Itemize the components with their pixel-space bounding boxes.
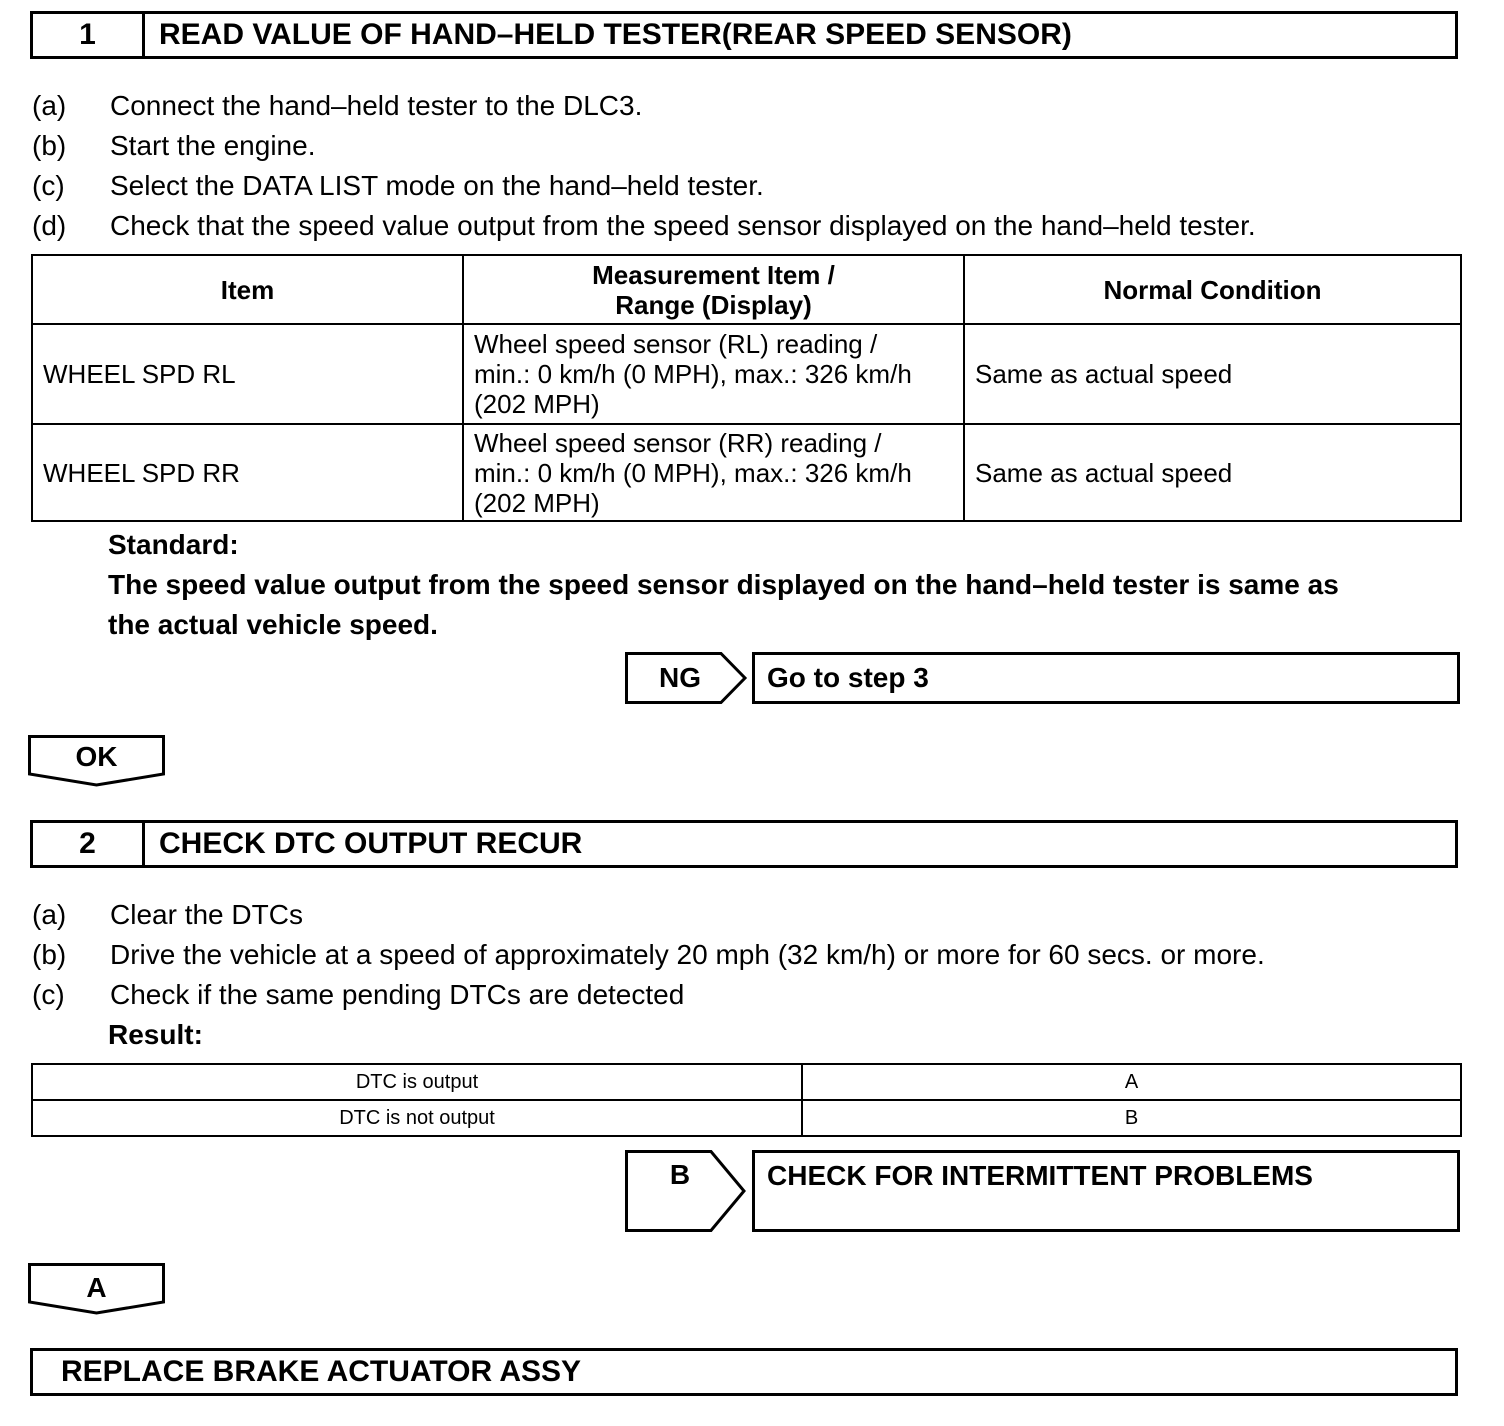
step-2-number: 2 [33, 823, 145, 865]
table-header-row [32, 255, 1461, 324]
header-normal-condition: Normal Condition [964, 255, 1461, 324]
a-label: A [86, 1272, 107, 1303]
result-table [31, 1063, 1462, 1137]
ng-result-box: Go to step 3 [752, 652, 1460, 704]
header-item: Item [32, 255, 463, 324]
header-measurement: Measurement Item / Range (Display) [463, 255, 964, 324]
step-2-title: CHECK DTC OUTPUT RECUR [159, 827, 583, 860]
ng-label: NG [659, 662, 701, 693]
standard-label: Standard: [108, 529, 239, 560]
final-step-title: REPLACE BRAKE ACTUATOR ASSY [61, 1355, 582, 1388]
cell-normal: Same as actual speed [964, 424, 1461, 521]
step-1-header [30, 11, 1458, 59]
table-row [32, 324, 1461, 424]
cell-item: WHEEL SPD RL [32, 324, 463, 424]
result-code: B [802, 1100, 1461, 1136]
table-row [32, 1064, 1461, 1100]
result-condition: DTC is not output [32, 1100, 802, 1136]
cell-normal: Same as actual speed [964, 324, 1461, 424]
ok-label: OK [75, 741, 118, 772]
b-result-box: CHECK FOR INTERMITTENT PROBLEMS [752, 1150, 1460, 1232]
result-condition: DTC is output [32, 1064, 802, 1100]
cell-range: Wheel speed sensor (RL) reading / min.: 0 km/h (0 MPH), max.: 326 km/h (202 MPH) [463, 324, 964, 424]
step-1-title: READ VALUE OF HAND–HELD TESTER(REAR SPEED SENSOR) [159, 18, 1072, 51]
standard-text-line-1: The speed value output from the speed sensor displayed on the hand–held tester is same as [108, 569, 1339, 600]
step-1-number: 1 [33, 14, 145, 56]
result-code: A [802, 1064, 1461, 1100]
cell-item: WHEEL SPD RR [32, 424, 463, 521]
final-step-box [30, 1348, 1458, 1396]
b-label: B [669, 1159, 691, 1190]
data-list-table [31, 254, 1462, 522]
result-label: Result: [108, 1019, 203, 1050]
cell-range: Wheel speed sensor (RR) reading / min.: 0 km/h (0 MPH), max.: 326 km/h (202 MPH) [463, 424, 964, 521]
table-row [32, 1100, 1461, 1136]
standard-text-line-2: the actual vehicle speed. [108, 609, 438, 640]
step-2-header [30, 820, 1458, 868]
table-row [32, 424, 1461, 521]
